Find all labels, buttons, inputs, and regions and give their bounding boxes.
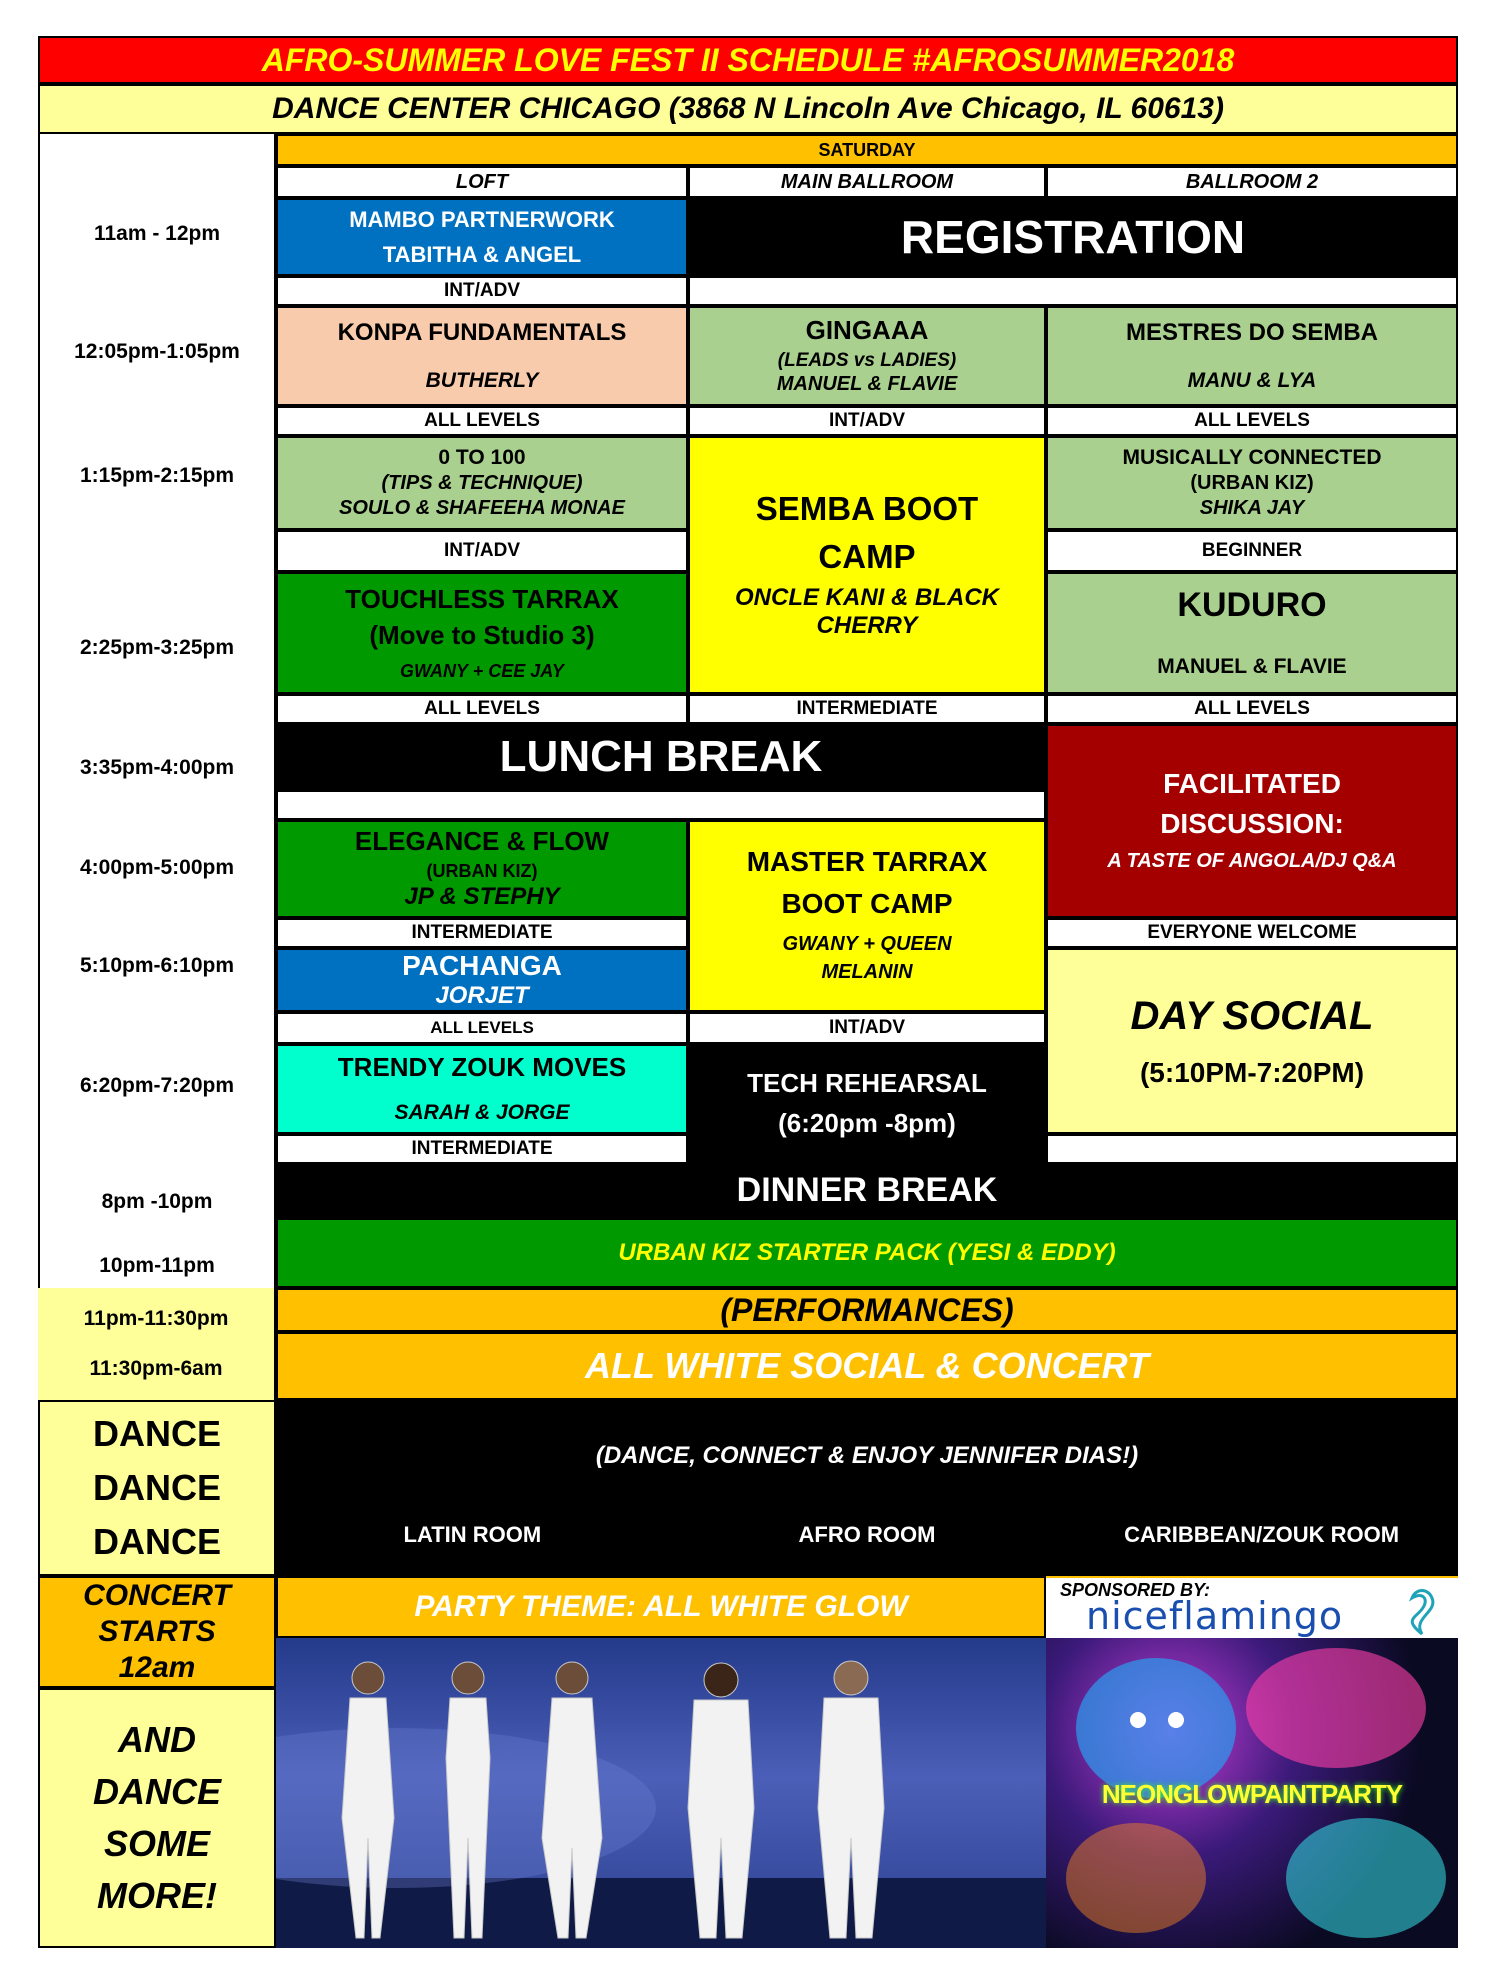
session-subtitle: (5:10PM-7:20PM) (1139, 1056, 1365, 1088)
session-instructors: JORJET (435, 982, 529, 1010)
time-slot: 1:15pm-2:15pm (79, 464, 235, 487)
more-line: MORE! (97, 1875, 217, 1917)
time-slot: 10pm-11pm (99, 1254, 215, 1277)
empty-cell (276, 790, 1046, 820)
sponsored-by-label: SPONSORED BY: (1060, 1580, 1211, 1600)
session-title: DISCUSSION: (1160, 808, 1344, 839)
dance-room-afro: AFRO ROOM (798, 1521, 936, 1547)
session-konpa (276, 306, 688, 406)
level-label: INT/ADV (688, 1012, 1046, 1044)
session-mestres (1046, 306, 1458, 406)
time-slot: 8pm -10pm (101, 1190, 213, 1213)
party-theme-banner: PARTY THEME: ALL WHITE GLOW (276, 1576, 1046, 1638)
dance-room-latin: LATIN ROOM (403, 1521, 542, 1547)
concert-line: 12am (118, 1651, 196, 1684)
session-title: GINGAAA (805, 314, 929, 345)
room-main-ballroom: MAIN BALLROOM (688, 166, 1046, 198)
session-title: DAY SOCIAL (1130, 993, 1374, 1038)
room-ballroom-2: BALLROOM 2 (1046, 166, 1458, 198)
session-title: MUSICALLY CONNECTED (1122, 445, 1382, 469)
session-title: SEMBA BOOT (755, 490, 979, 528)
level-label: INTERMEDIATE (276, 918, 688, 948)
neon-glow-paint-party-label: NEONGLOWPAINTPARTY (1101, 1779, 1403, 1809)
performances-block: (PERFORMANCES) (276, 1288, 1458, 1332)
session-instructors: MANU & LYA (1187, 368, 1317, 392)
time-slot: 11am - 12pm (93, 222, 221, 245)
level-label: ALL LEVELS (276, 406, 688, 436)
session-kuduro (1046, 572, 1458, 694)
session-title: ELEGANCE & FLOW (354, 825, 610, 856)
time-slot: 4:00pm-5:00pm (79, 856, 235, 879)
level-label: EVERYONE WELCOME (1046, 918, 1458, 948)
session-subtitle: (URBAN KIZ) (1190, 472, 1314, 495)
session-instructors: JP & STEPHY (404, 883, 560, 911)
more-line: AND (118, 1718, 196, 1760)
session-instructors: MANUEL & FLAVIE (1157, 655, 1347, 679)
dance-word: DANCE (92, 1467, 221, 1508)
level-label: ALL LEVELS (1046, 406, 1458, 436)
late-time-block (38, 1288, 276, 1400)
dance-more-block (38, 1688, 276, 1948)
session-title: PACHANGA (402, 950, 562, 982)
level-label: INTERMEDIATE (276, 1134, 688, 1164)
page-title: AFRO-SUMMER LOVE FEST II SCHEDULE #AFROSUMMER2018 (38, 36, 1458, 84)
level-label: ALL LEVELS (1046, 694, 1458, 724)
time-column (38, 134, 276, 1288)
dance-headline: (DANCE, CONNECT & ENJOY JENNIFER DIAS!) (595, 1442, 1139, 1469)
level-label: INT/ADV (688, 406, 1046, 436)
dance-room-list (278, 1522, 1456, 1547)
white-outfit-figures (276, 1638, 1046, 1948)
more-line: DANCE (92, 1770, 221, 1812)
session-title: FACILITATED (1163, 767, 1341, 799)
time-slot: 6:20pm-7:20pm (79, 1074, 235, 1097)
session-tech-rehearsal (688, 1044, 1046, 1164)
session-day-social (1046, 948, 1458, 1134)
session-instructors: SARAH & JORGE (394, 1100, 570, 1124)
room-loft: LOFT (276, 166, 688, 198)
session-pachanga (276, 948, 688, 1012)
session-title: TOUCHLESS TARRAX (345, 583, 619, 614)
sponsor-box (1046, 1576, 1458, 1638)
session-trendy-zouk (276, 1044, 688, 1134)
session-elegance-flow (276, 820, 688, 918)
session-title: KUDURO (1177, 586, 1327, 625)
concert-line: CONCERT (83, 1579, 231, 1612)
empty-cell (688, 276, 1458, 306)
level-label: ALL LEVELS (276, 694, 688, 724)
session-musically-connected (1046, 436, 1458, 530)
session-instructors: BUTHERLY (425, 368, 539, 392)
session-touchless-tarrax (276, 572, 688, 694)
session-instructors: SHIKA JAY (1199, 497, 1305, 520)
time-slot: 3:35pm-4:00pm (79, 756, 235, 779)
session-facilitated-discussion (1046, 724, 1458, 918)
day-label: SATURDAY (276, 134, 1458, 166)
neon-glow-photo (1046, 1638, 1458, 1948)
concert-line: STARTS (98, 1615, 216, 1648)
session-gingaaa (688, 306, 1046, 406)
session-master-tarrax (688, 820, 1046, 1012)
party-photo-white-outfits (276, 1638, 1046, 1948)
session-title: CAMP (818, 538, 916, 576)
session-semba-boot-camp (688, 436, 1046, 694)
session-subtitle: A TASTE OF ANGOLA/DJ Q&A (1107, 850, 1397, 873)
session-subtitle: (Move to Studio 3) (369, 619, 595, 650)
level-label: INT/ADV (276, 276, 688, 306)
lunch-break-block: LUNCH BREAK (276, 724, 1046, 790)
session-instructors: ONCLE KANI & BLACK CHERRY (735, 584, 999, 639)
session-title: MAMBO PARTNERWORK (349, 206, 615, 232)
time-slot: 11:30pm-6am (89, 1357, 223, 1380)
session-urban-kiz-starter: URBAN KIZ STARTER PACK (YESI & EDDY) (276, 1218, 1458, 1288)
session-instructors: GWANY + CEE JAY (400, 660, 564, 681)
session-title: KONPA FUNDAMENTALS (337, 319, 627, 347)
venue-banner: DANCE CENTER CHICAGO (3868 N Lincoln Ave Chicago, IL 60613) (38, 84, 1458, 134)
session-title: TECH REHEARSAL (747, 1068, 987, 1099)
concert-start-block (38, 1576, 276, 1688)
session-title: 0 TO 100 (438, 445, 526, 469)
session-title: TRENDY ZOUK MOVES (337, 1051, 627, 1082)
time-slot: 2:25pm-3:25pm (79, 636, 235, 659)
session-instructors: TABITHA & ANGEL (382, 242, 582, 267)
level-label: BEGINNER (1046, 530, 1458, 572)
registration-block: REGISTRATION (688, 198, 1458, 276)
level-label: INTERMEDIATE (688, 694, 1046, 724)
level-label: ALL LEVELS (276, 1012, 688, 1044)
session-title: MESTRES DO SEMBA (1125, 319, 1379, 347)
session-title: BOOT CAMP (781, 888, 953, 919)
dance-side-block (38, 1400, 276, 1576)
session-instructors: MANUEL & FLAVIE (776, 373, 958, 396)
session-subtitle: (LEADS vs LADIES) (777, 349, 957, 371)
flamingo-icon (1392, 1578, 1452, 1636)
session-subtitle: (URBAN KIZ) (426, 860, 538, 881)
session-subtitle: (TIPS & TECHNIQUE) (381, 472, 583, 495)
time-slot: 11pm-11:30pm (83, 1306, 229, 1330)
time-slot: 12:05pm-1:05pm (74, 340, 240, 363)
session-title: MASTER TARRAX (746, 845, 988, 877)
session-zero-to-100 (276, 436, 688, 530)
level-label: INT/ADV (276, 530, 688, 572)
empty-cell (1046, 1134, 1458, 1164)
session-subtitle: (6:20pm -8pm) (778, 1108, 956, 1138)
dance-word: DANCE (92, 1521, 221, 1562)
session-instructors: GWANY + QUEEN MELANIN (782, 933, 952, 984)
session-instructors: SOULO & SHAFEEHA MONAE (339, 497, 625, 520)
dance-room-caribbean: CARIBBEAN/ZOUK ROOM (1124, 1521, 1400, 1547)
dance-rooms-block (276, 1400, 1458, 1576)
all-white-social-block: ALL WHITE SOCIAL & CONCERT (276, 1332, 1458, 1400)
dinner-break-block: DINNER BREAK (276, 1164, 1458, 1218)
niceflamingo-logo: niceflamingo (1086, 1593, 1344, 1638)
more-line: SOME (103, 1823, 210, 1864)
time-slot: 5:10pm-6:10pm (79, 954, 235, 977)
dance-word: DANCE (92, 1413, 221, 1454)
session-mambo (276, 198, 688, 276)
